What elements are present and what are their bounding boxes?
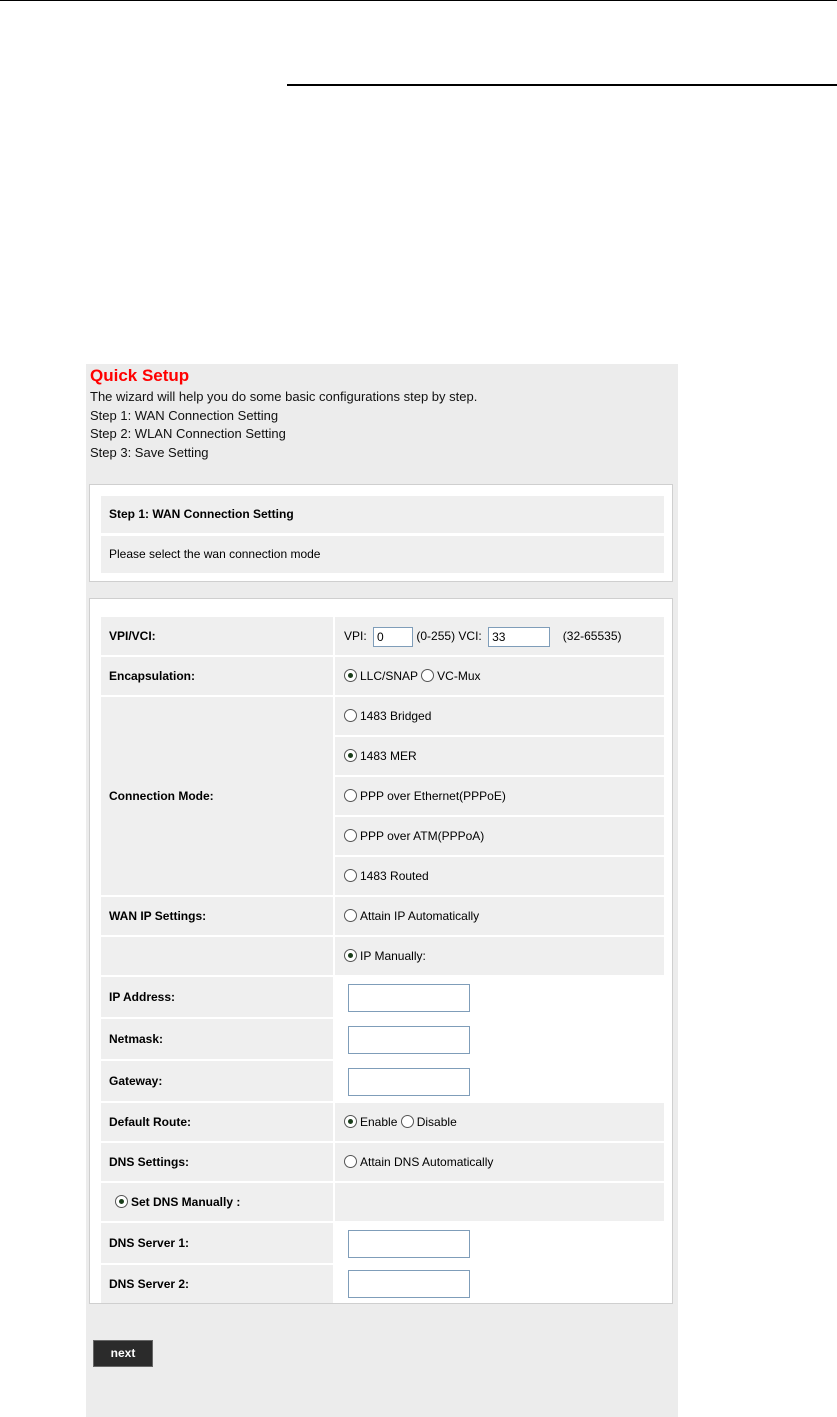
ip-address-cell <box>335 977 664 1015</box>
connection-mode-label: Connection Mode: <box>101 697 333 895</box>
ip-manual-radio[interactable] <box>344 949 357 962</box>
netmask-cell <box>335 1019 664 1057</box>
ip-auto-label: Attain IP Automatically <box>360 909 480 923</box>
gateway-cell <box>335 1061 664 1099</box>
route-enable-label: Enable <box>360 1115 398 1129</box>
dns-manual-cell <box>101 1183 333 1221</box>
gateway-row <box>101 1061 664 1101</box>
dns2-input[interactable] <box>348 1270 470 1298</box>
dns-manual-radio[interactable] <box>115 1195 128 1208</box>
step-heading: Step 1: WAN Connection Setting <box>101 496 664 533</box>
dns-settings-label: DNS Settings: <box>101 1143 333 1181</box>
step-1-text: Step 1: WAN Connection Setting <box>90 407 279 423</box>
step-3-text: Step 3: Save Setting <box>90 444 209 460</box>
vpivci-label: VPI/VCI: <box>101 617 333 655</box>
vpi-input[interactable]: 0 <box>373 627 413 647</box>
netmask-row <box>101 1019 664 1059</box>
vcmux-label: VC-Mux <box>437 669 481 683</box>
gateway-input[interactable] <box>348 1068 470 1096</box>
route-disable-label: Disable <box>416 1115 457 1129</box>
connection-mode-row-4 <box>101 817 664 855</box>
connection-mode-option-5 <box>335 857 664 895</box>
connection-mode-row-1 <box>101 697 664 735</box>
ip-address-label: IP Address: <box>101 977 333 1017</box>
dns-manual-empty-cell <box>335 1183 664 1221</box>
vcmux-radio[interactable] <box>421 669 434 682</box>
vci-label: VCI: <box>458 629 482 643</box>
connection-mode-option-1 <box>335 697 664 735</box>
quick-setup-panel <box>86 364 678 1417</box>
dns-manual-row <box>101 1183 664 1221</box>
dns-auto-radio[interactable] <box>344 1155 357 1168</box>
ip-address-input[interactable] <box>348 984 470 1012</box>
llcsnap-radio[interactable] <box>344 669 357 682</box>
dns-auto-cell <box>335 1143 664 1181</box>
step-2-text: Step 2: WLAN Connection Setting <box>90 426 286 441</box>
step-instruction: Please select the wan connection mode <box>101 536 664 573</box>
connection-mode-option-4 <box>335 817 664 855</box>
intro-line: The wizard will help you do some basic configurations step by step. <box>90 389 478 404</box>
ip-manual-label: IP Manually: <box>360 949 426 963</box>
routed-label: 1483 Routed <box>360 869 429 883</box>
connection-mode-row-5 <box>101 857 664 895</box>
connection-mode-row-3 <box>101 777 664 815</box>
route-disable-radio[interactable] <box>401 1115 414 1128</box>
dns-manual-label: Set DNS Manually : <box>131 1195 241 1209</box>
pppoa-label: PPP over ATM(PPPoA) <box>360 829 485 843</box>
dns-auto-label: Attain DNS Automatically <box>360 1155 494 1169</box>
header-rule <box>287 84 837 86</box>
routed-radio[interactable] <box>344 869 357 882</box>
mer-label: 1483 MER <box>360 749 417 763</box>
pppoe-radio[interactable] <box>344 789 357 802</box>
default-route-cell <box>335 1103 664 1141</box>
default-route-label: Default Route: <box>101 1103 333 1141</box>
dns1-label: DNS Server 1: <box>101 1223 333 1263</box>
ip-address-row <box>101 977 664 1017</box>
wan-ip-row <box>101 897 664 935</box>
top-rule <box>0 0 837 1</box>
connection-mode-option-2 <box>335 737 664 775</box>
dns-settings-row <box>101 1143 664 1181</box>
vpivci-value-cell <box>335 617 664 655</box>
ip-auto-radio[interactable] <box>344 909 357 922</box>
page-title: Quick Setup <box>90 366 190 385</box>
ip-manual-row <box>101 937 664 975</box>
mer-radio[interactable] <box>344 749 357 762</box>
wan-settings-form <box>89 598 673 1304</box>
vpi-label: VPI: <box>344 629 367 643</box>
dns2-cell <box>335 1265 664 1303</box>
route-enable-radio[interactable] <box>344 1115 357 1128</box>
connection-mode-option-3 <box>335 777 664 815</box>
vci-input[interactable]: 33 <box>488 627 550 647</box>
bridged-radio[interactable] <box>344 709 357 722</box>
ip-manual-cell <box>335 937 664 975</box>
pppoe-label: PPP over Ethernet(PPPoE) <box>360 789 506 803</box>
dns1-cell <box>335 1223 664 1261</box>
default-route-row <box>101 1103 664 1141</box>
dns1-input[interactable] <box>348 1230 470 1258</box>
netmask-label: Netmask: <box>101 1019 333 1059</box>
pppoa-radio[interactable] <box>344 829 357 842</box>
wan-ip-auto-cell <box>335 897 664 935</box>
next-button[interactable]: next <box>93 1340 153 1367</box>
connection-mode-row-2 <box>101 737 664 775</box>
vci-range: (32-65535) <box>562 629 622 643</box>
ip-manual-label-cell <box>101 937 333 975</box>
dns2-row <box>101 1265 664 1303</box>
gateway-label: Gateway: <box>101 1061 333 1101</box>
dns2-label: DNS Server 2: <box>101 1265 333 1303</box>
llcsnap-label: LLC/SNAP <box>360 669 418 683</box>
dns1-row <box>101 1223 664 1263</box>
vpi-range: (0-255) <box>416 629 456 643</box>
encapsulation-value-cell <box>335 657 664 695</box>
step-box <box>89 484 673 582</box>
intro-text <box>90 388 477 462</box>
encapsulation-label: Encapsulation: <box>101 657 333 695</box>
vpivci-row <box>101 617 664 655</box>
wan-ip-label: WAN IP Settings: <box>101 897 333 935</box>
bridged-label: 1483 Bridged <box>360 709 432 723</box>
encapsulation-row <box>101 657 664 695</box>
netmask-input[interactable] <box>348 1026 470 1054</box>
